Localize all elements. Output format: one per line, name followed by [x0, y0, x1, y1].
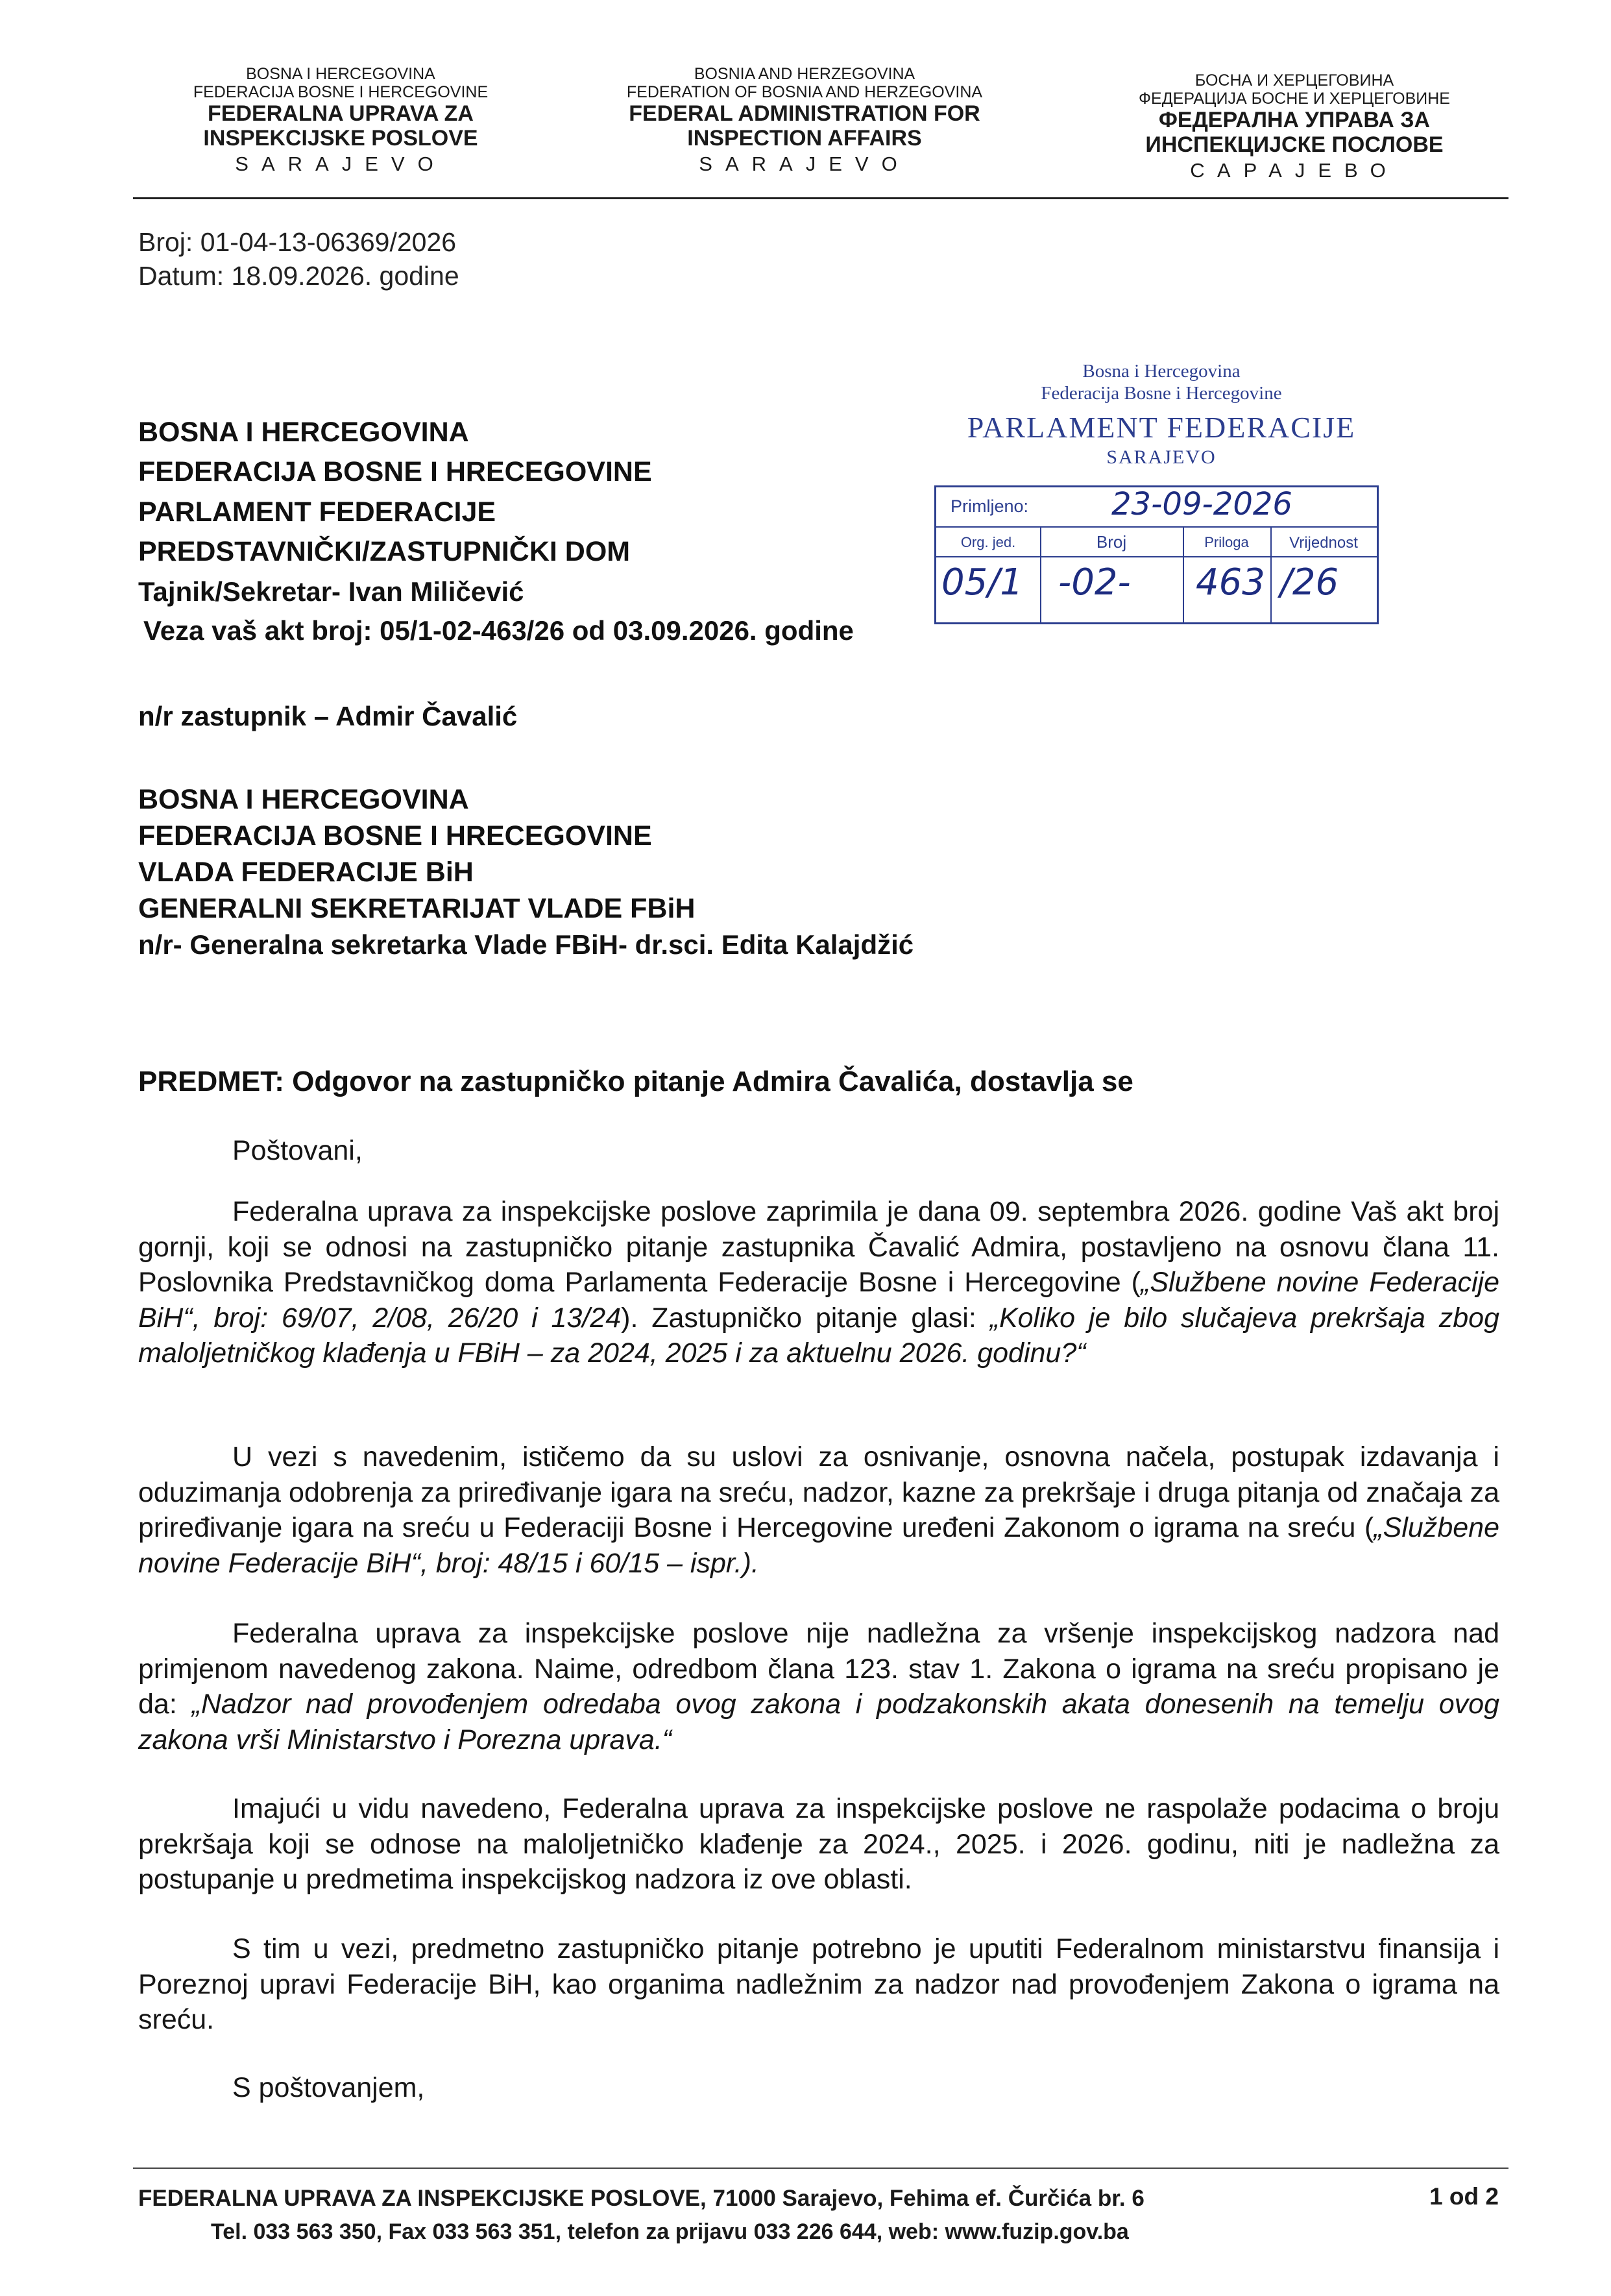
- stamp-divider-3: [1270, 526, 1272, 622]
- paragraph-1: [138, 1194, 1499, 1371]
- stamp-col-number: Broj: [1096, 532, 1127, 552]
- stamp-handwritten-dash: -02-: [1058, 561, 1131, 604]
- document-date: Datum: 18.09.2026. godine: [138, 261, 459, 291]
- stamp-line-federation: Federacija Bosne i Hercegovine: [1041, 383, 1282, 404]
- recipient2-entity: FEDERACIJA BOSNE I HRECEGOVINE: [138, 820, 652, 851]
- footer-contacts: Tel. 033 563 350, Fax 033 563 351, telefon za prijavu 033 226 644, web: www.fuzip.gov.ba: [211, 2219, 1129, 2244]
- recipient1-reference: Veza vaš akt broj: 05/1-02-463/26 od 03.09.2026. godine: [143, 615, 854, 646]
- closing-text: S poštovanjem,: [232, 2072, 425, 2103]
- stamp-line-city: SARAJEVO: [1106, 446, 1217, 468]
- stamp-handwritten-year: /26: [1280, 561, 1339, 604]
- recipient2-secretariat: GENERALNI SEKRETARIJAT VLADE FBiH: [138, 892, 696, 924]
- header-right-entity: ФЕДЕРАЦИЈА БОСНЕ И ХЕРЦЕГОВИНЕ: [1139, 90, 1450, 108]
- stamp-divider-1: [1040, 526, 1041, 622]
- paragraph-2: [138, 1439, 1499, 1581]
- header-center: [590, 65, 1019, 176]
- p1-gazette-citation: „Službene novine Federacije BiH“, broj: 69/07, 2/08, 26/20 i 13/24: [138, 1267, 1500, 1334]
- footer-address: FEDERALNA UPRAVA ZA INSPEKCIJSKE POSLOVE, 71000 Sarajevo, Fehima ef. Čurčića br. 6: [138, 2186, 1145, 2211]
- paragraph-4: [138, 1791, 1499, 1898]
- stamp-received-date: 23-09-2026: [1111, 486, 1292, 522]
- p1-text-a: Federalna uprava za inspekcijske poslove zaprimila je dana 09. septembra 2026. godine Vaš akt broj gornji, koji se odnosi na zastupničko pitanje zastupnika Čavalić Admira, postavljeno na osnovu člana 11. Poslovnika Predstavničkog doma Parlamenta Federacije Bosne i Hercegovine (: [138, 1196, 1499, 1298]
- p2-gazette-citation: „Službene novine Federacije BiH“, broj: 48/15 i 60/15 – ispr.).: [138, 1512, 1499, 1579]
- recipient1-house: PREDSTAVNIČKI/ZASTUPNIČKI DOM: [138, 536, 631, 568]
- document-number: Broj: 01-04-13-06369/2026: [138, 227, 457, 257]
- salutation: [138, 1133, 1499, 1169]
- header-left-city: SARAJEVO: [235, 153, 446, 176]
- recipient2-attention: n/r- Generalna sekretarka Vlade FBiH- dr.sci. Edita Kalajdžić: [138, 929, 914, 960]
- recipient-parliament: [138, 413, 854, 650]
- stamp-line-country: Bosna i Hercegovina: [1082, 361, 1241, 382]
- header-right-agency-2: ИНСПЕКЦИЈСКЕ ПОСЛОВЕ: [1145, 132, 1444, 158]
- header-left: [133, 65, 548, 176]
- receipt-stamp: [934, 485, 1379, 624]
- header-center-entity: FEDERATION OF BOSNIA AND HERZEGOVINA: [626, 83, 983, 101]
- stamp-received-row: [936, 487, 1377, 528]
- p3-text-a: Federalna uprava za inspekcijske poslove nije nadležna za vršenje inspekcijskog nadzora nad primjenom navedenog zakona. Naime, odredbom člana 123. stav 1. Zakona o igrama na sreću propisano je da:: [138, 1618, 1499, 1720]
- header-left-agency-1: FEDERALNA UPRAVA ZA: [208, 101, 474, 126]
- recipient1-attention: n/r zastupnik – Admir Čavalić: [138, 701, 518, 731]
- header-center-city: SARAJEVO: [699, 153, 910, 176]
- paragraph-5: [138, 1931, 1499, 2038]
- p3-law-quote: „Nadzor nad provođenjem odredaba ovog zakona i podzakonskih akata donesenih na temelju ovog zakona vrši Ministarstvo i Porezna uprava.“: [138, 1689, 1499, 1755]
- recipient1-institution: PARLAMENT FEDERACIJE: [138, 496, 496, 528]
- stamp-columns-row: [936, 526, 1377, 557]
- header-center-agency-2: INSPECTION AFFAIRS: [687, 126, 922, 151]
- p1-text-c: ). Zastupničko pitanje glasi:: [621, 1302, 990, 1334]
- paragraph-3: [138, 1616, 1499, 1757]
- header-center-agency-1: FEDERAL ADMINISTRATION FOR: [629, 101, 980, 126]
- stamp-line-parliament: PARLAMENT FEDERACIJE: [967, 411, 1356, 444]
- header-left-agency-2: INSPEKCIJSKE POSLOVE: [203, 126, 478, 151]
- header-right-agency-1: ФЕДЕРАЛНА УПРАВА ЗА: [1158, 108, 1431, 132]
- header-left-entity: FEDERACIJA BOSNE I HERCEGOVINE: [193, 83, 489, 101]
- stamp-received-label: Primljeno:: [951, 496, 1029, 516]
- recipient-government: [138, 782, 914, 962]
- recipient1-secretary: Tajnik/Sekretar- Ivan Miličević: [138, 576, 524, 607]
- recipient1-entity: FEDERACIJA BOSNE I HRECEGOVINE: [138, 456, 652, 488]
- stamp-handwritten-number: 463: [1196, 561, 1265, 604]
- stamp-divider-2: [1183, 526, 1184, 622]
- salutation-text: Poštovani,: [232, 1135, 363, 1166]
- header-right-city: САРАЈЕВО: [1190, 159, 1399, 182]
- recipient1-country: BOSNA I HERCEGOVINA: [138, 417, 469, 448]
- recipient2-government: VLADA FEDERACIJE BiH: [138, 856, 474, 888]
- stamp-handwritten-org: 05/1: [941, 561, 1023, 604]
- p1-question-quote: „Koliko je bilo slučajeva prekršaja zbog maloljetničkog klađenja u FBiH – za 2024, 2025 i za aktuelnu 2026. godinu?“: [138, 1302, 1499, 1369]
- stamp-col-org: Org. jed.: [960, 534, 1016, 550]
- header-rule: [133, 197, 1508, 199]
- stamp-col-attachments: Priloga: [1204, 534, 1249, 550]
- closing: [138, 2070, 1499, 2106]
- p2-text-a: U vezi s navedenim, ističemo da su uslovi za osnivanje, osnovna načela, postupak izdavanja i oduzimanja odobrenja za priređivanje igara na sreću, nadzor, kazne za prekršaje i druga pitanja od značaja za priređivanje igara na sreću u Federaciji Bosne i Hercegovine uređeni Zakonom o igrama na sreću (: [138, 1441, 1499, 1543]
- header-right-country: БОСНА И ХЕРЦЕГОВИНА: [1194, 71, 1394, 90]
- header-right: [1080, 71, 1508, 182]
- p5-text: S tim u vezi, predmetno zastupničko pitanje potrebno je uputiti Federalnom ministarstvu finansija i Poreznoj upravi Federacije BiH, kao organima nadležnim za nadzor nad provođenjem Zakona o igrama na sreću.: [138, 1933, 1499, 2035]
- stamp-col-value: Vrijednost: [1289, 534, 1358, 552]
- footer-rule: [133, 2168, 1508, 2169]
- footer-page-number: 1 od 2: [1429, 2183, 1499, 2210]
- subject-line: PREDMET: Odgovor na zastupničko pitanje Admira Čavalića, dostavlja se: [138, 1066, 1133, 1097]
- recipient2-country: BOSNA I HERCEGOVINA: [138, 784, 469, 815]
- header-center-country: BOSNIA AND HERZEGOVINA: [694, 65, 915, 83]
- p4-text: Imajući u vidu navedeno, Federalna uprava za inspekcijske poslove ne raspolaže podacima o broju prekršaja koji se odnose na maloljetničko klađenje za 2024., 2025. i 2026. godinu, niti je nadležna za postupanje u predmetima inspekcijskog nadzora iz ove oblasti.: [138, 1793, 1499, 1895]
- header-left-country: BOSNA I HERCEGOVINA: [246, 65, 435, 83]
